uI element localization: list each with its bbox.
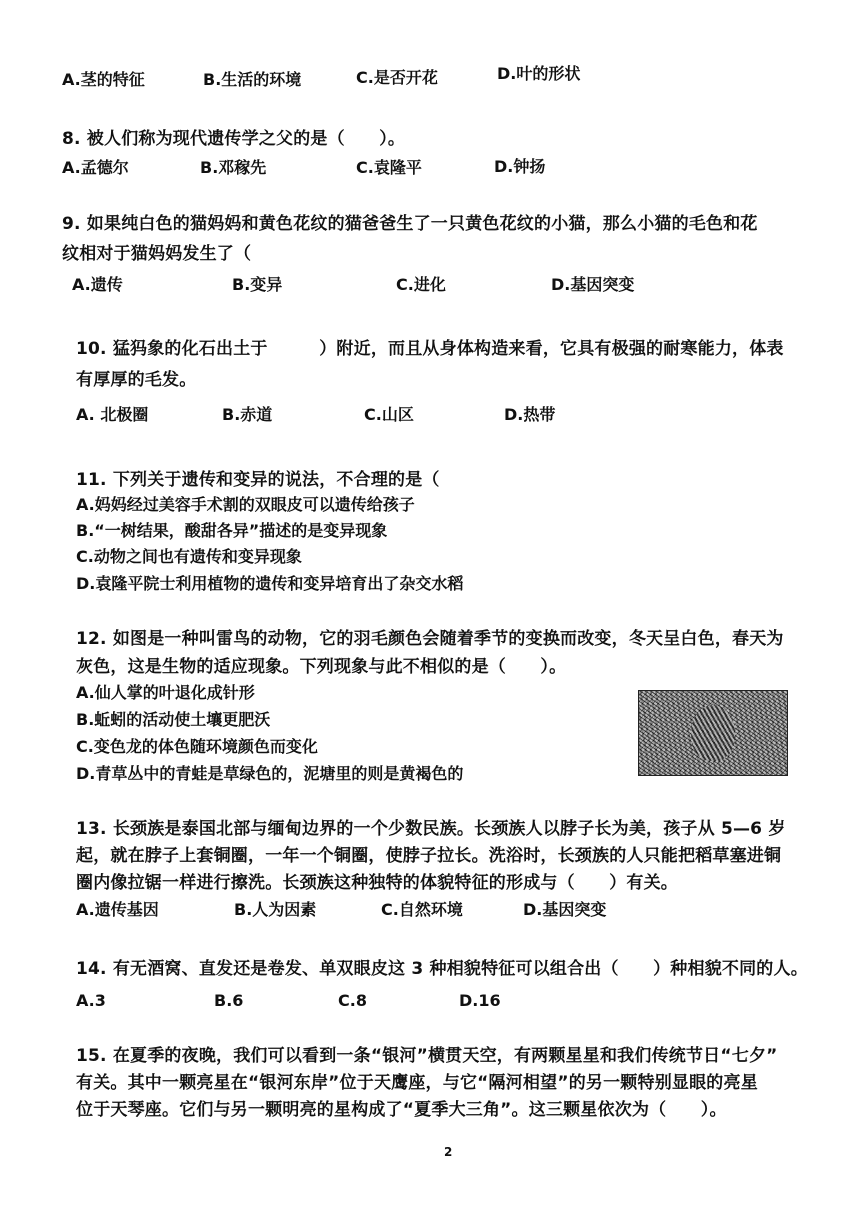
q11-text: 11. 下列关于遗传和变异的说法，不合理的是（	[76, 470, 440, 490]
q13-option-b: B.人为因素	[234, 900, 317, 919]
q9-option-a: A.遗传	[72, 275, 123, 294]
q11-option-d: D.袁隆平院士利用植物的遗传和变异培育出了杂交水稻	[76, 574, 464, 593]
q13-text-line-1: 13. 长颈族是泰国北部与缅甸边界的一个少数民族。长颈族人以脖子长为美，孩子从 5—6 岁	[76, 819, 786, 839]
q11-option-c: C.动物之间也有遗传和变异现象	[76, 547, 302, 566]
q14-text: 14. 有无酒窝、直发还是卷发、单双眼皮这 3 种相貌特征可以组合出（ ）种相貌不同的人。	[76, 959, 808, 979]
q12-text-line-2: 灰色，这是生物的适应现象。下列现象与此不相似的是（ ）。	[76, 657, 567, 677]
q10-option-a: A. 北极圈	[76, 405, 149, 424]
q7-option-c: C.是否开花	[356, 68, 438, 87]
q8-option-a: A.孟德尔	[62, 158, 129, 177]
q11-option-a: A.妈妈经过美容手术割的双眼皮可以遗传给孩子	[76, 495, 415, 514]
q8-text: 8. 被人们称为现代遗传学之父的是（ ）。	[62, 129, 406, 149]
q10-option-b: B.赤道	[222, 405, 273, 424]
q10-option-d: D.热带	[504, 405, 556, 424]
q9-option-d: D.基因突变	[551, 275, 635, 294]
q12-option-c: C.变色龙的体色随环境颜色而变化	[76, 737, 318, 756]
q12-text-line-1: 12. 如图是一种叫雷鸟的动物，它的羽毛颜色会随着季节的变换而改变，冬天呈白色，春天为	[76, 629, 784, 649]
q8-option-b: B.邓稼先	[200, 158, 267, 177]
q10-text-line-1: 10. 猛犸象的化石出土于 ）附近，而且从身体构造来看，它具有极强的耐寒能力，体表	[76, 339, 784, 359]
q12-option-b: B.蚯蚓的活动使土壤更肥沃	[76, 710, 271, 729]
q9-text-line-1: 9. 如果纯白色的猫妈妈和黄色花纹的猫爸爸生了一只黄色花纹的小猫，那么小猫的毛色和花	[62, 214, 758, 234]
q9-option-b: B.变异	[232, 275, 283, 294]
q7-option-d: D.叶的形状	[497, 64, 581, 83]
q11-option-b: B.“一树结果，酸甜各异”描述的是变异现象	[76, 521, 388, 540]
q10-text-line-2: 有厚厚的毛发。	[76, 370, 197, 390]
q14-option-d: D.16	[459, 991, 501, 1010]
q13-option-c: C.自然环境	[381, 900, 463, 919]
q15-text-line-2: 有关。其中一颗亮星在“银河东岸”位于天鹰座，与它“隔河相望”的另一颗特别显眼的亮星	[76, 1073, 758, 1093]
q8-option-c: C.袁隆平	[356, 158, 422, 177]
q7-option-a: A.茎的特征	[62, 70, 145, 89]
page-number: 2	[444, 1145, 453, 1159]
ptarmigan-bird-shape	[691, 705, 735, 761]
ptarmigan-photo	[638, 690, 788, 776]
q14-option-a: A.3	[76, 991, 106, 1010]
q13-text-line-3: 圈内像拉锯一样进行擦洗。长颈族这种独特的体貌特征的形成与（ ）有关。	[76, 873, 678, 893]
q10-option-c: C.山区	[364, 405, 414, 424]
q15-text-line-1: 15. 在夏季的夜晚，我们可以看到一条“银河”横贯天空，有两颗星星和我们传统节日“七夕”	[76, 1046, 778, 1066]
q7-option-b: B.生活的环境	[203, 70, 302, 89]
q12-option-d: D.青草丛中的青蛙是草绿色的，泥塘里的则是黄褐色的	[76, 764, 464, 783]
q13-option-a: A.遗传基因	[76, 900, 159, 919]
q14-option-b: B.6	[214, 991, 244, 1010]
q14-option-c: C.8	[338, 991, 367, 1010]
q15-text-line-3: 位于天琴座。它们与另一颗明亮的星构成了“夏季大三角”。这三颗星依次为（ ）。	[76, 1100, 727, 1120]
q9-text-line-2: 纹相对于猫妈妈发生了（	[62, 244, 252, 264]
q12-option-a: A.仙人掌的叶退化成针形	[76, 683, 255, 702]
q13-text-line-2: 起，就在脖子上套铜圈，一年一个铜圈，使脖子拉长。洗浴时，长颈族的人只能把稻草塞进铜	[76, 846, 782, 866]
q9-option-c: C.进化	[396, 275, 446, 294]
q8-option-d: D.钟扬	[494, 157, 546, 176]
q13-option-d: D.基因突变	[523, 900, 607, 919]
